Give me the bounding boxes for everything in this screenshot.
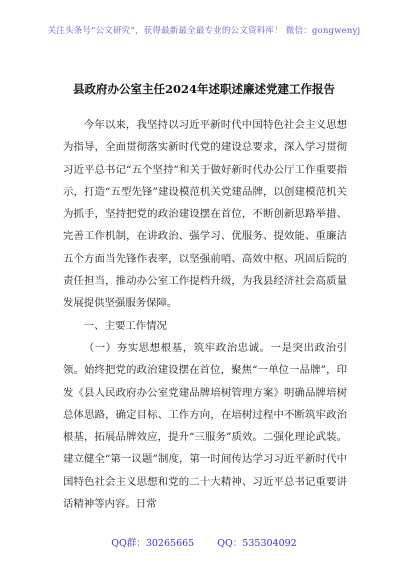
document-title: 县政府办公室主任2024年述职述廉述党建工作报告 [72, 82, 335, 96]
section-heading-main-work: 一、主要工作情况 [83, 319, 167, 332]
document-body [63, 114, 347, 515]
paragraph-intro: 今年以来，我坚持以习近平新时代中国特色社会主义思想为指导，全面贯彻落实新时代党的建设总要求，深入学习贯彻习近平总书记“五个坚持”和关于做好新时代办公厅工作重要指示，打造“五型先锋”建设模范机关党建品牌，以创建模范机关为抓手，坚持把党的政治建设摆在首位，不断创新思路举措、完善工作机制，在讲政治、强学习、优服务、提效能、重廉洁五个方面当先锋作表率，以坚强前哨、高效中枢、巩固后院的责任担当，推动办公室工作提档升级，为我县经济社会高质量发展提供坚强服务保障。 [63, 119, 347, 310]
footer-contact [0, 535, 408, 549]
qq-group-number: QQ群：30265665 [111, 538, 195, 549]
paragraph-section-1: （一）夯实思想根基，筑牢政治忠诚。一是突出政治引领。始终把党的政治建设摆在首位，聚焦“一单位一品牌”，印发《县人民政府办公室党建品牌培树管理方案》明确品牌培树总体思路，确定目标、工作方向，在培树过程中不断筑牢政治根基，拓展品牌效应，提升“三服务”质效。二强化理论武装。建立健全“第一议题”制度，第一时间传达学习习近平新时代中国特色社会主义思想和党的二十大精神、习近平总书记重要讲话精神等内容。日常 [63, 341, 347, 511]
header-promo-note: 关注头条号“公文研究”，获得最新最全最专业的公文资料库！ 微信：gongwenyj [47, 26, 361, 36]
qq-number: QQ：535304092 [217, 538, 297, 549]
